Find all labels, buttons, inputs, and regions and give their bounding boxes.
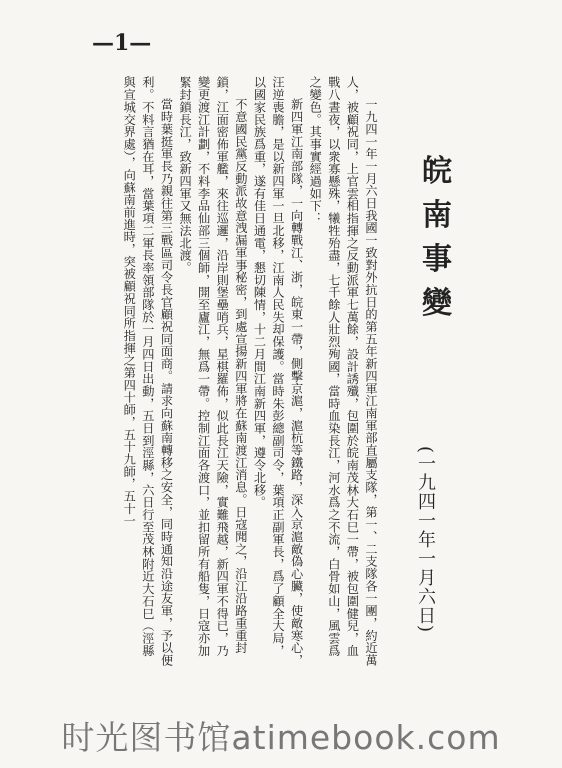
body-text [120, 76, 380, 668]
title-char: 事 [422, 242, 452, 277]
date-subtitle: (一九四一年一月六日) [415, 446, 436, 634]
site-watermark: 时光图书馆atimebook.com [61, 718, 501, 757]
title-char: 南 [422, 198, 452, 233]
paragraph: 不意國民黨反動派故意洩漏軍事秘密，到處宣揚新四軍將在蘇南渡江消息。日寇聞之，沿江沿路重重封鎖，江面密佈軍艦，來往巡邏，沿岸則堡壘哨兵，星棋羅佈，似此長江天險，實難飛越，新四軍不得已，乃變更渡江計劃，不料李品仙部三個師，開至廬江，無爲一帶。控制江面各渡口，並扣留所有船隻，日寇亦加緊封鎖長江，致新四軍又無法北渡。 [178, 76, 248, 657]
title-char: 變 [422, 286, 452, 321]
paragraph: 一九四一年一月六日我國一致對外抗日的第五年新四軍江南軍部直屬支隊，第一、二支隊各一團，約近萬人，被顧祝同，上官雲相指揮之反動派軍七萬餘，設計誘殲，包圍於皖南茂林大石巳一帶，被包圍健兒，血戰八晝夜，以衆寡懸殊，犧牲殆盡，七千餘人壯烈殉國，當時血染長江，河水爲之不流，白骨如山，風雲爲之變色。其事實經過如下： [308, 76, 378, 667]
page-number: —1— [92, 30, 152, 56]
title-char: 皖 [422, 154, 452, 189]
page-title [420, 150, 454, 326]
paragraph: 當時葉挺軍長乃親往第三戰區司令長官顧祝同面商。請求向蘇南轉移之安全，同時通知沿途友軍，予以便利。不料言猶在耳，當葉項二軍長率領部隊於一月四日出動，五日到涇縣，六日行至茂林附近大石巳（涇縣與宣城交界處），向蘇南前進時，突被顧祝同所指揮之第四十師，五十九師，五十一 [122, 76, 174, 667]
page-title-text [420, 150, 454, 326]
paragraph: 新四軍江南部隊，一向轉戰江、浙，皖東一帶，側擊京滬，滬杭等鐵路，深入京滬敵偽心臟，使敵寒心，汪逆喪膽，是以新四軍一旦北移，江南人民失却保護。當時朱彭總副司令，葉項正副軍長，爲了顧全大局，以國家民族爲重，遂有佳日通電，懇切陳情，十二月間江南新四軍，遵令北移。 [252, 76, 304, 667]
